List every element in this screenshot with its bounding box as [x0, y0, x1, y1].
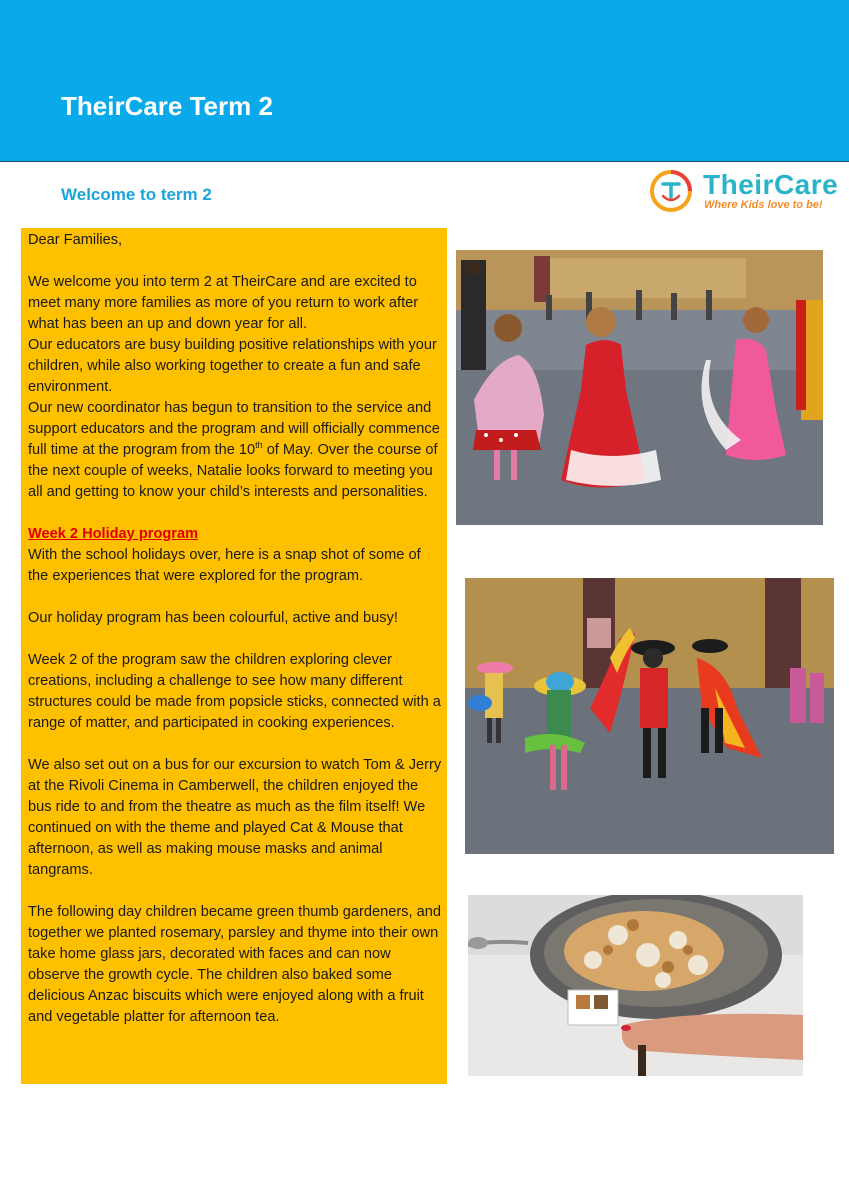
coordinator-text-start: Our new coordinator has begun to transition to the service and support educators and the program and will officially commence full time at the program from the 10 [28, 400, 440, 458]
paragraph-welcome: We welcome you into term 2 at TheirCare and are excited to meet many more families as more of you return to work after what has been an up and down year for all. [28, 274, 419, 332]
photo-dancing-costumes [465, 578, 834, 854]
section-subtitle: Welcome to term 2 [61, 185, 212, 204]
paragraph-colourful: Our holiday program has been colourful, active and busy! [28, 610, 398, 626]
greeting: Dear Families, [28, 232, 123, 248]
photo-flamenco-dresses [456, 250, 823, 525]
paragraph-excursion: We also set out on a bus for our excursion to watch Tom & Jerry at the Rivoli Cinema in Camberwell, the children enjoyed the bus ride to and from the theatre as much as the film itself! We continued on with the theme and played Cat & Mouse that afternoon, as well as making mouse masks and animal tangrams. [28, 757, 442, 878]
paragraph-gardeners: The following day children became green thumb gardeners, and together we planted rosemary, parsley and thyme into their own take home glass jars, decorated with faces and can now observe the growth cycle. The children also baked some delicious Anzac biscuits which were enjoyed along with a fruit and vegetable platter for afternoon tea. [28, 904, 441, 1025]
paragraph-coordinator [28, 398, 444, 503]
logo-wordmark: TheirCare [703, 169, 839, 200]
logo-tagline: Where Kids love to be! [704, 199, 823, 211]
theircare-logo [649, 168, 844, 214]
holiday-program-heading: Week 2 Holiday program [28, 526, 199, 542]
page-title: TheirCare Term 2 [61, 91, 273, 121]
coordinator-text-end: of May. Over the course of the next couple of weeks, Natalie looks forward to meeting you all and getting to know your child’s interests and personalities. [28, 442, 438, 500]
ordinal-suffix: th [255, 440, 263, 451]
paragraph-creations: Week 2 of the program saw the children exploring clever creations, including a challenge to see how many different structures could be made from popsicle sticks, connected with a range of matter, and participated in cooking experiences. [28, 652, 441, 731]
paragraph-snapshot: With the school holidays over, here is a snap shot of some of the experiences that were explored for the program. [28, 547, 421, 584]
paragraph-educators: Our educators are busy building positive relationships with your children, while also working together to create a fun and safe environment. [28, 337, 437, 395]
photo-cooking-bowl [468, 895, 803, 1076]
header-banner [0, 0, 849, 162]
newsletter-text-box [21, 228, 447, 1084]
newsletter-body [28, 230, 444, 1028]
logo-emblem-icon [649, 169, 693, 213]
